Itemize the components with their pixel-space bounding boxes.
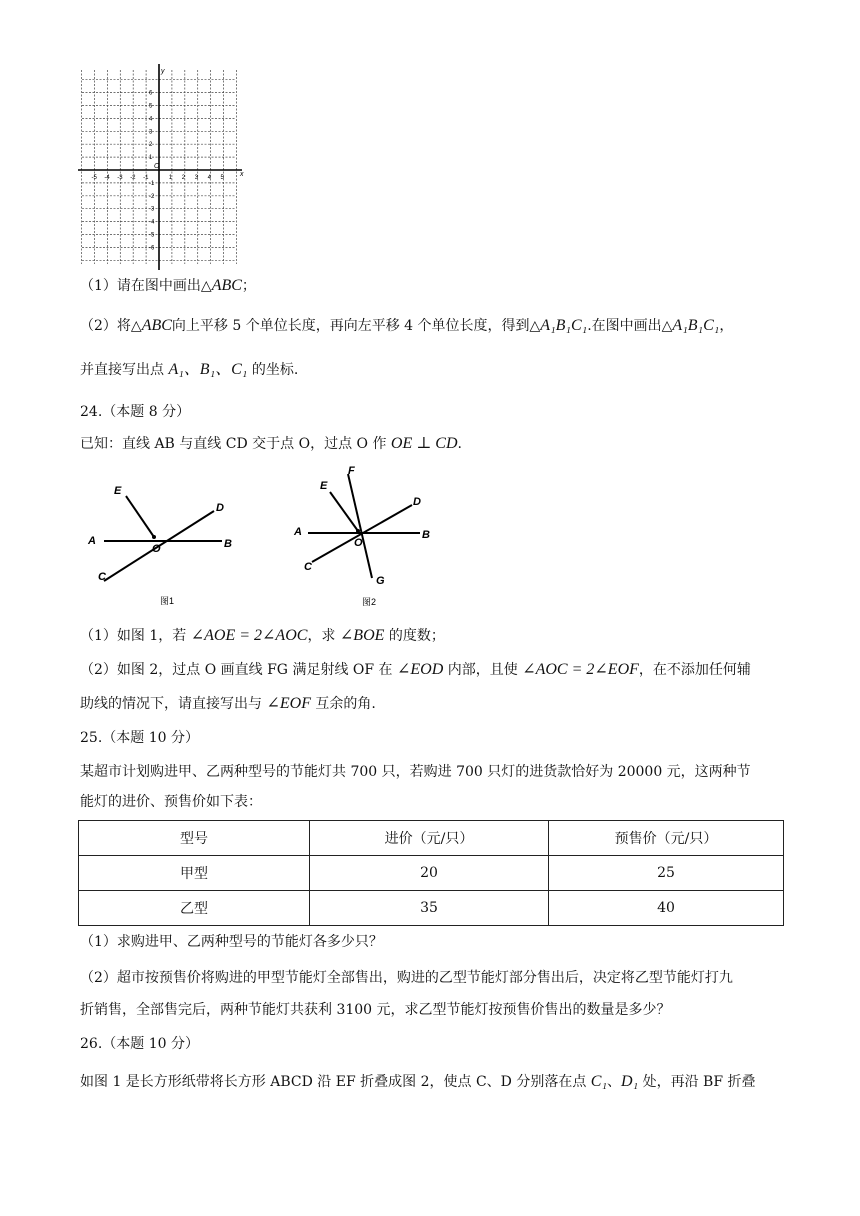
q25-heading: 25.（本题 10 分） bbox=[80, 730, 199, 746]
table-cell: 甲型 bbox=[79, 856, 310, 891]
y-tick-label: -5 bbox=[149, 232, 155, 239]
x-tick-label: 3 bbox=[194, 175, 199, 181]
label-c: C bbox=[304, 561, 312, 573]
y-tick-label: 6 bbox=[149, 90, 153, 97]
q23-part2: （2）将△ABC向上平移 5 个单位长度，再向左平移 4 个单位长度，得到△A₁B₁C₁.在图中画出△A₁B₁C₁， bbox=[80, 317, 734, 334]
q24-part1: （1）如图 1，若 ∠AOE = 2∠AOC，求 ∠BOE 的度数； bbox=[80, 627, 445, 644]
y-tick-label: 5 bbox=[149, 103, 153, 110]
table-row bbox=[79, 891, 784, 926]
table-header-row bbox=[79, 821, 784, 856]
q26-stem: 如图 1 是长方形纸带将长方形 ABCD 沿 EF 折叠成图 2，使点 C、D 分别落在点 C₁、D₁ 处，再沿 BF 折叠 bbox=[80, 1073, 756, 1090]
x-tick-label: 5 bbox=[220, 175, 224, 181]
x-tick-label: -2 bbox=[130, 175, 136, 181]
table-header-cell: 型号 bbox=[79, 821, 310, 856]
q24-part2: （2）如图 2，过点 O 画直线 FG 满足射线 OF 在 ∠EOD 内部，且使 ∠AOC = 2∠EOF，在不添加任何辅 bbox=[80, 661, 751, 678]
x-tick-label: -4 bbox=[104, 175, 110, 181]
x-tick-label: -1 bbox=[143, 175, 149, 181]
label-a: A bbox=[88, 535, 96, 547]
y-tick-label: -3 bbox=[149, 206, 155, 213]
origin-label: O bbox=[154, 163, 160, 170]
q24-part2-continued: 助线的情况下，请直接写出与 ∠EOF 互余的角. bbox=[80, 695, 376, 712]
label-c: C bbox=[98, 571, 106, 583]
table-row bbox=[79, 856, 784, 891]
figure-2-caption: 图2 bbox=[362, 597, 377, 607]
q24-figure-2 bbox=[292, 462, 444, 610]
y-tick-label: 3 bbox=[149, 129, 153, 136]
table-header-cell: 预售价（元/只） bbox=[549, 821, 784, 856]
q26-heading: 26.（本题 10 分） bbox=[80, 1036, 199, 1052]
coordinate-grid-figure bbox=[78, 64, 250, 270]
x-tick-label: 1 bbox=[168, 175, 173, 181]
q23-part1: （1）请在图中画出△ABC； bbox=[80, 277, 256, 294]
figure-1-caption: 图1 bbox=[160, 596, 175, 606]
q25-part2-line1: （2）超市按预售价将购进的甲型节能灯全部售出，购进的乙型节能灯部分售出后，决定将乙型节能灯打九 bbox=[80, 970, 733, 986]
label-o: O bbox=[354, 537, 363, 549]
y-tick-labels bbox=[149, 91, 155, 252]
y-tick-label: -2 bbox=[149, 193, 155, 200]
y-tick-label: 1 bbox=[149, 155, 153, 162]
line-fg bbox=[348, 474, 372, 578]
q24-stem: 已知：直线 AB 与直线 CD 交于点 O，过点 O 作 OE ⊥ CD. bbox=[80, 435, 462, 452]
label-d: D bbox=[216, 502, 224, 514]
price-table bbox=[78, 820, 784, 926]
label-e: E bbox=[320, 480, 328, 492]
label-d: D bbox=[413, 496, 421, 508]
label-e: E bbox=[114, 485, 122, 497]
y-axis-label: y bbox=[161, 68, 165, 75]
q25-part2-line2: 折销售，全部售完后，两种节能灯共获利 3100 元，求乙型节能灯按预售价售出的数量是多少？ bbox=[80, 1002, 671, 1018]
label-b: B bbox=[422, 529, 430, 541]
ray-oe bbox=[126, 496, 154, 537]
q25-stem-line2: 能灯的进价、预售价如下表： bbox=[80, 794, 262, 810]
q24-figure-1 bbox=[84, 474, 250, 610]
point-o bbox=[356, 529, 360, 533]
table-header-cell: 进价（元/只） bbox=[310, 821, 549, 856]
y-tick-label: -6 bbox=[149, 245, 155, 252]
y-tick-label: 4 bbox=[149, 116, 153, 123]
table-cell: 40 bbox=[549, 891, 784, 926]
label-a: A bbox=[294, 526, 302, 538]
x-tick-label: -5 bbox=[91, 175, 97, 181]
table-cell: 乙型 bbox=[79, 891, 310, 926]
x-tick-labels bbox=[92, 175, 225, 181]
table-cell: 35 bbox=[310, 891, 549, 926]
table-cell: 25 bbox=[549, 856, 784, 891]
label-b: B bbox=[224, 538, 232, 550]
y-tick-label: 2 bbox=[149, 142, 153, 149]
y-tick-label: -1 bbox=[149, 180, 155, 187]
x-tick-label: 4 bbox=[207, 175, 211, 181]
q23-part2-continued: 并直接写出点 A₁、B₁、C₁ 的坐标. bbox=[80, 361, 299, 378]
q24-heading: 24.（本题 8 分） bbox=[80, 404, 191, 420]
y-tick-label: -4 bbox=[149, 219, 155, 226]
label-o: O bbox=[152, 543, 161, 555]
label-g: G bbox=[376, 575, 385, 587]
table-cell: 20 bbox=[310, 856, 549, 891]
point-o bbox=[152, 535, 156, 539]
q25-stem-line1: 某超市计划购进甲、乙两种型号的节能灯共 700 只，若购进 700 只灯的进货款恰好为 20000 元，这两种节 bbox=[80, 764, 751, 780]
label-f: F bbox=[348, 465, 355, 477]
x-tick-label: -3 bbox=[117, 175, 123, 181]
q25-part1: （1）求购进甲、乙两种型号的节能灯各多少只？ bbox=[80, 934, 383, 950]
x-axis-label: x bbox=[240, 171, 244, 178]
x-tick-label: 2 bbox=[181, 175, 186, 181]
